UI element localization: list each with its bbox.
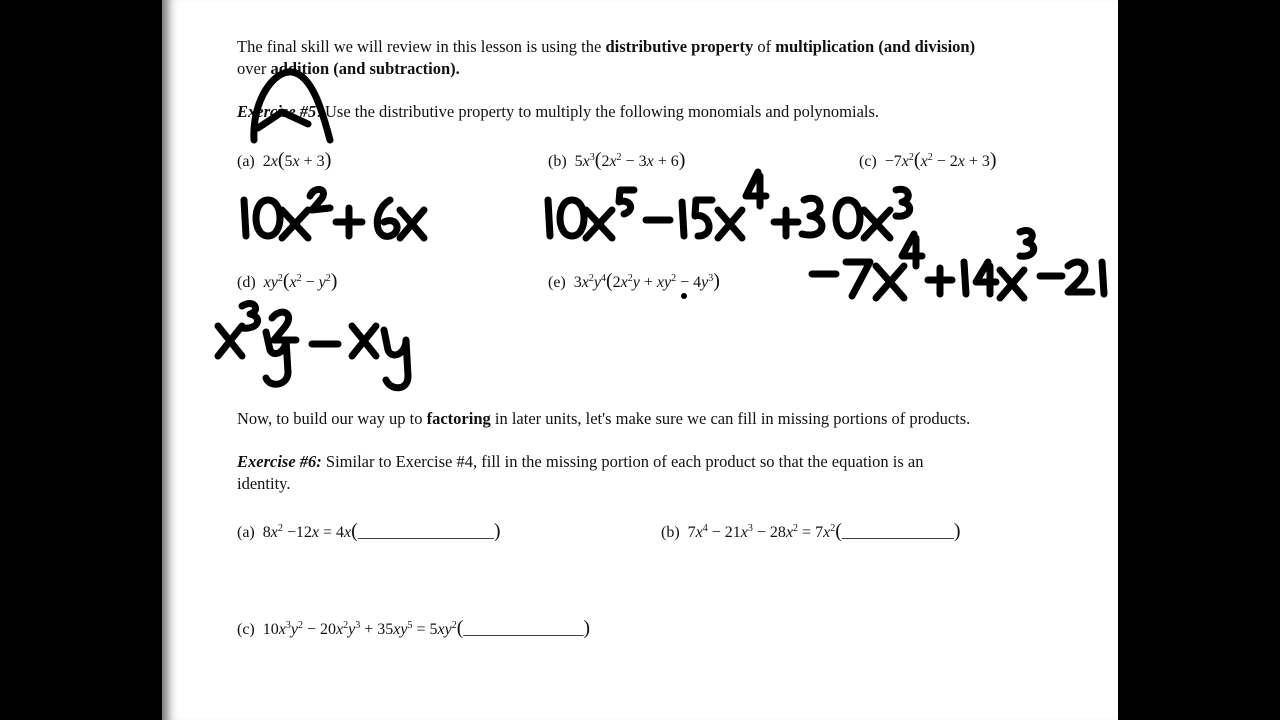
handwritten-answer-c — [812, 231, 1104, 298]
intro-bold-addition: addition (and subtraction). — [270, 59, 460, 78]
ex5-a-label: (a) — [237, 153, 255, 170]
intro-bold-distributive: distributive property — [605, 37, 754, 56]
ex6-b-blank[interactable]: ______________ — [841, 524, 954, 541]
ex5-part-d: (d) $xy^2(x^2 - y^2)$ — [237, 270, 338, 292]
exercise-6-heading — [237, 451, 923, 473]
intro-text-over: over — [237, 59, 271, 78]
exercise-5-label: Exercise #5 — [237, 102, 317, 121]
exercise-6-label: Exercise #6: — [237, 452, 322, 471]
ex5-d-label: (d) — [237, 274, 256, 291]
handwritten-answer-b — [548, 172, 910, 238]
handwritten-answer-d — [218, 304, 408, 388]
exercise-6-instructions: Similar to Exercise #4, fill in the missing portion of each product so that the equation is an — [321, 452, 924, 471]
intro-bold-multiplication: multiplication (and division) — [775, 37, 976, 56]
ex6-a-label: (a) — [237, 524, 255, 541]
ex5-part-a: (a) 2x(5x + 3) — [237, 149, 332, 171]
ex5-c-label: (c) — [859, 153, 877, 170]
ex6-a-blank[interactable]: _________________ — [357, 524, 494, 541]
transition-bold-factoring: factoring — [426, 409, 491, 428]
intro-line-1 — [237, 36, 975, 58]
exercise-6-heading-line-2: identity. — [237, 474, 291, 493]
intro-line-2 — [237, 58, 460, 80]
intro-text-of: of — [753, 37, 776, 56]
ex6-b-label: (b) — [661, 524, 680, 541]
transition-paragraph — [237, 408, 970, 430]
ex5-part-e: (e) $3x^2y^4(2x^2y + xy^2 - 4y^3)$ — [548, 270, 720, 292]
transition-text-end: in later units, let's make sure we can fill in missing portions of products. — [490, 409, 971, 428]
transition-text: Now, to build our way up to — [237, 409, 427, 428]
ex6-c-label: (c) — [237, 621, 255, 638]
exercise-5-instructions: : Use the distributive property to multiply the following monomials and polynomials. — [316, 102, 880, 121]
ex5-part-c: $(c) -7x^2(x^2 - 2x + 3)$ — [859, 149, 997, 171]
worksheet-page — [162, 0, 1118, 720]
ex6-part-b: (b) $7x^4 - 21x^3 - 28x^2$ = $7x^2(\_\_\_\_\_\_\_\_\_\_\_\_\_\_)$ — [661, 520, 961, 542]
ex6-c-blank[interactable]: _______________ — [463, 621, 584, 638]
ex6-part-c: (c) $10x^3y^2 - 20x^2y^3 + 35xy^5$ = $5xy^2(\_\_\_\_\_\_\_\_\_\_\_\_\_\_\_)$ — [237, 617, 591, 639]
handwritten-answer-a — [244, 189, 424, 238]
exercise-5-heading — [237, 101, 879, 123]
intro-text: The final skill we will review in this lesson is using the — [237, 37, 606, 56]
ex6-part-a: (a) $8x^2 -12x$ = 4x(_________________) — [237, 520, 501, 542]
ex5-e-label: (e) — [548, 274, 566, 291]
ex5-b-label: (b) — [548, 153, 567, 170]
ex5-part-b: (b) $5x^3(2x^2 - 3x + 6)$ — [548, 149, 686, 171]
